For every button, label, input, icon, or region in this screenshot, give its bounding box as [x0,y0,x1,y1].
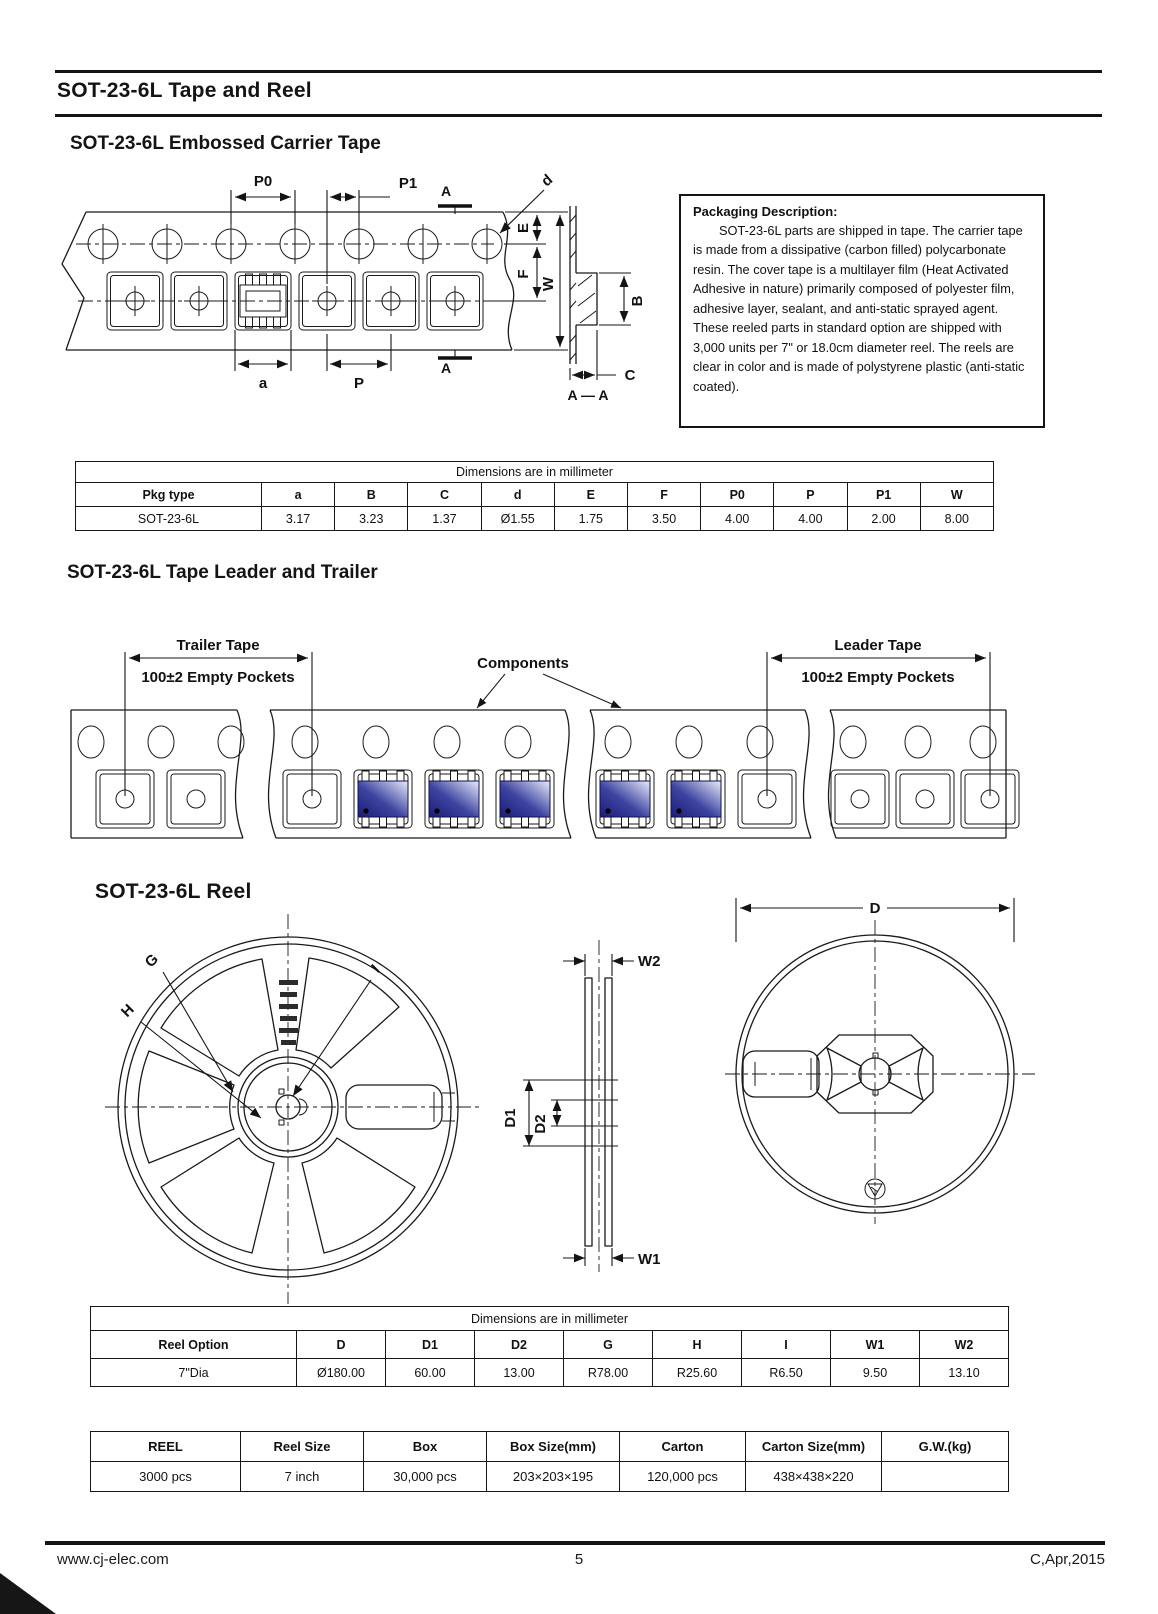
table-caption: Dimensions are in millimeter [76,462,994,483]
dim-label-i: I [368,961,384,977]
dim-w1 [563,1248,661,1268]
table-cell: SOT-23-6L [76,507,262,531]
table-cell [882,1462,1009,1492]
hatching [570,215,596,360]
packaging-description-body: SOT-23-6L parts are shipped in tape. The carrier tape is made from a dissipative (carbon filled) polycarbonate resin. The cover tape is a multilayer film (Heat Activated Adhesive in nature) primarily composed of polyester film, adhesive layer, sealant, and anti-static sprayed agent. These reeled parts in standard option are shipped with 3,000 units per 7" or 18.0cm diameter reel. The reels are clear in color and is made of polystyrene plastic (anti-static coated). [693,223,1025,394]
component [358,771,408,827]
reel-crosshair [105,914,479,1304]
table-cell: 30,000 pcs [364,1462,487,1492]
carrier-tape-drawing [48,166,668,404]
table-cell: 3000 pcs [91,1462,241,1492]
packaging-description-box [679,194,1045,428]
table-cell: 4.00 [774,507,847,531]
table-cell: 3.23 [335,507,408,531]
table-cell: 9.50 [831,1359,920,1387]
dim-label-w1: W1 [638,1251,661,1268]
svg-text:A: A [440,183,452,199]
component [500,771,550,827]
col-header: Reel Option [91,1331,297,1359]
components-label: Components [477,655,569,672]
table-cell: 7"Dia [91,1359,297,1387]
table-cell: 3.50 [627,507,700,531]
table-cell: Ø1.55 [481,507,554,531]
leader-tape-label: Leader Tape [834,637,922,654]
dim-label-f: F [515,269,532,279]
reel-windows [138,958,455,1253]
dim-d1 [502,1080,579,1146]
col-header: Pkg type [76,483,262,507]
table-caption: Dimensions are in millimeter [91,1307,1009,1331]
strip-sprocket-holes [78,726,996,758]
dim-label-d-outer: D [869,900,881,917]
col-header: W [920,483,993,507]
col-header: W1 [831,1331,920,1359]
carrier-tape-heading: SOT-23-6L Embossed Carrier Tape [70,133,381,154]
dim-p0 [231,173,295,224]
table-cell: 60.00 [386,1359,475,1387]
col-header: Box [364,1432,487,1462]
dim-p1 [327,175,417,284]
table-cell: R6.50 [742,1359,831,1387]
dim-label-p: P [353,375,365,392]
col-header: G [564,1331,653,1359]
reel-front-view [93,912,483,1307]
table-cell: 2.00 [847,507,920,531]
dim-label-h: H [117,1000,138,1021]
table-cell: 120,000 pcs [620,1462,746,1492]
footer-website: www.cj-elec.com [57,1551,169,1568]
table-cell: 4.00 [701,507,774,531]
reel-dim-leaders [118,951,383,1118]
dim-label-d2: D2 [532,1114,549,1134]
component [600,771,650,827]
side-flanges [579,978,618,1246]
col-header: P1 [847,483,920,507]
reel-back-view [723,886,1038,1228]
back-crosshair [725,920,1035,1224]
packaging-description-title: Packaging Description: [693,204,838,219]
leader-trailer-drawing [65,630,1010,848]
reel-heading: SOT-23-6L Reel [95,880,252,903]
section-title: A — A [567,387,609,403]
dim-label-p0: P0 [253,173,273,190]
dim-d2 [532,1100,579,1134]
table-cell: 1.37 [408,507,481,531]
dim-label-b: B [629,295,646,307]
component [429,771,479,827]
dim-label-w: W [540,276,557,292]
col-header: REEL [91,1432,241,1462]
table-cell: 8.00 [920,507,993,531]
leader-trailer-heading: SOT-23-6L Tape Leader and Trailer [67,562,378,583]
leader-note-label: 100±2 Empty Pockets [801,669,955,686]
col-header: H [653,1331,742,1359]
dim-label-d1: D1 [502,1108,519,1128]
table-cell: R25.60 [653,1359,742,1387]
col-header: E [554,483,627,507]
col-header: G.W.(kg) [882,1432,1009,1462]
table-cell: 438×438×220 [746,1462,882,1492]
section-view [568,206,646,403]
strip-component-pockets [354,770,725,828]
strip-empty-pockets [96,770,1019,828]
col-header: Carton [620,1432,746,1462]
col-header: a [262,483,335,507]
header-rule-top [55,70,1102,73]
col-header: d [481,483,554,507]
col-header: P0 [701,483,774,507]
col-header: Box Size(mm) [487,1432,620,1462]
dim-label-d: d [538,171,557,191]
dim-efw [490,212,568,350]
col-header: D2 [475,1331,564,1359]
header-rule-bottom [55,114,1102,117]
dim-label-e: E [515,222,532,234]
table-cell: 13.10 [920,1359,1009,1387]
col-header: F [627,483,700,507]
reel-graduation-marks [279,980,298,1045]
col-header: D [297,1331,386,1359]
col-header: C [408,483,481,507]
scan-corner-artifact [0,1564,56,1614]
dim-label-p1: P1 [398,175,418,192]
dim-label-c: C [624,367,636,384]
component [671,771,721,827]
footer-rule [45,1541,1105,1545]
svg-text:A: A [440,360,452,376]
table-cell: Ø180.00 [297,1359,386,1387]
components-leaders [477,674,621,708]
table-cell: R78.00 [564,1359,653,1387]
col-header: D1 [386,1331,475,1359]
dim-a-p [235,330,391,392]
col-header: B [335,483,408,507]
col-header: I [742,1331,831,1359]
table-cell: 7 inch [241,1462,364,1492]
footer-page-number: 5 [574,1551,584,1568]
table-cell: 1.75 [554,507,627,531]
packing-table [90,1431,1009,1492]
dim-w2 [563,953,661,976]
dim-label-g: G [141,950,162,971]
col-header: Reel Size [241,1432,364,1462]
table-cell: 13.00 [475,1359,564,1387]
tape-dimensions-table [75,461,994,531]
table-cell: 203×203×195 [487,1462,620,1492]
reel-side-view [495,928,735,1280]
footer-revision: C,Apr,2015 [1029,1551,1105,1568]
col-header: W2 [920,1331,1009,1359]
trailer-note-label: 100±2 Empty Pockets [141,669,295,686]
trailer-tape-label: Trailer Tape [176,637,260,654]
table-cell: 3.17 [262,507,335,531]
col-header: Carton Size(mm) [746,1432,882,1462]
col-header: P [774,483,847,507]
dim-label-a: a [258,375,268,392]
dim-label-w2: W2 [638,953,661,970]
page-title: SOT-23-6L Tape and Reel [57,79,312,102]
reel-dimensions-table [90,1306,1009,1387]
